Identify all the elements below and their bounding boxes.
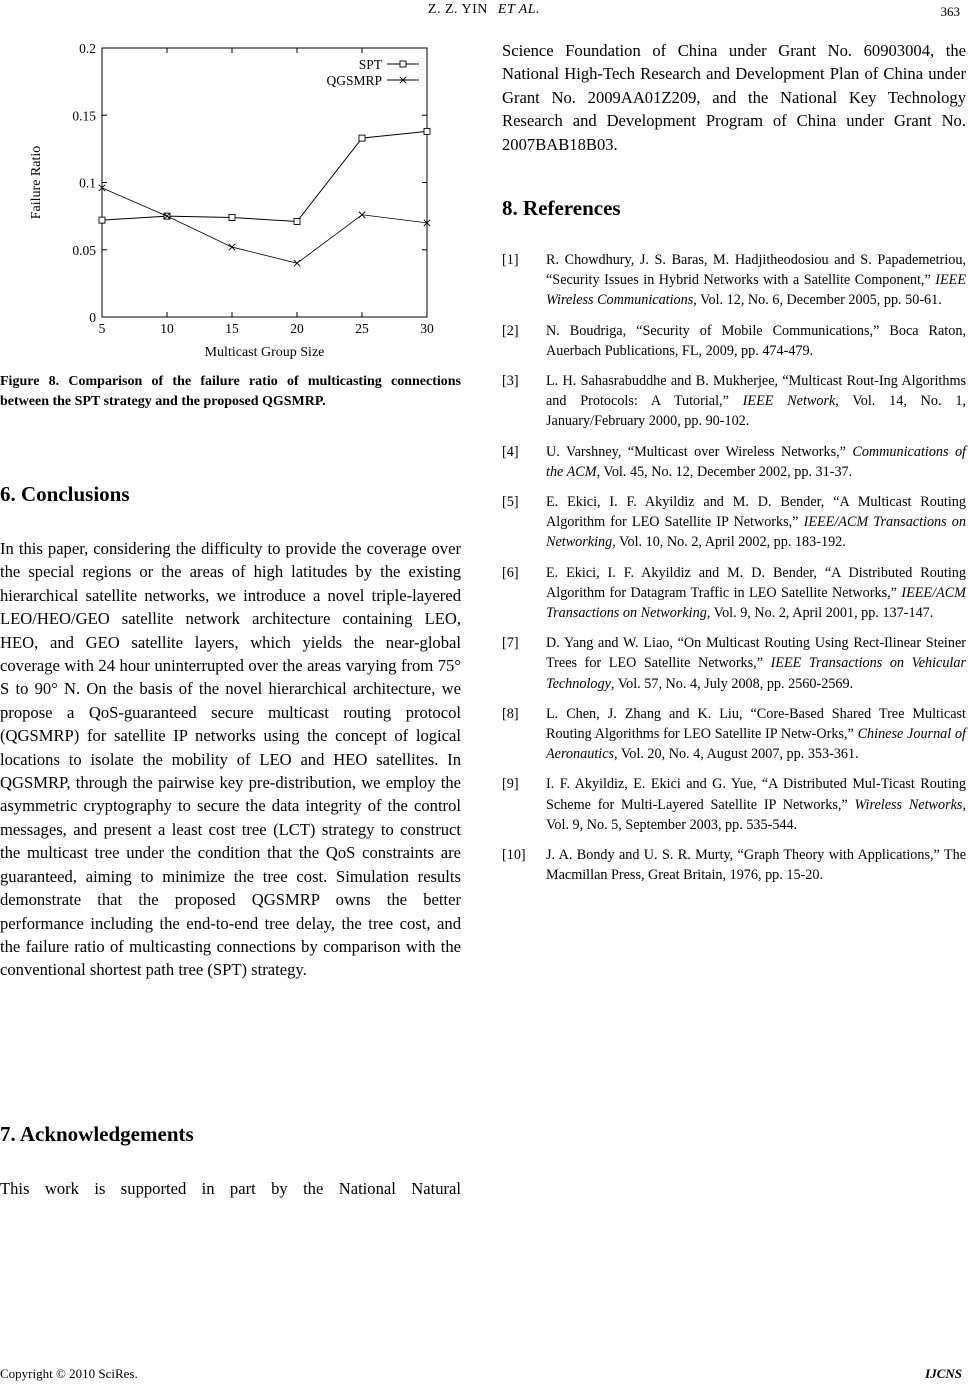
figure-caption: Figure 8. Comparison of the failure ratio of multicasting connections between the SPT strategy and the proposed QGSMRP. (0, 374, 461, 409)
series-line-spt (102, 131, 427, 221)
data-point-spt (294, 219, 300, 225)
y-tick-label: 0.05 (72, 242, 96, 258)
data-point-qgsmrp (294, 260, 300, 266)
reference-number: [10] (502, 847, 526, 864)
data-point-spt (229, 214, 235, 220)
data-point-qgsmrp (229, 244, 235, 250)
legend-label-spt: SPT (358, 57, 382, 72)
reference-item (502, 774, 966, 835)
x-tick-label: 15 (225, 321, 239, 336)
reference-number: [2] (502, 322, 519, 339)
acknowledgements-body-right: Science Foundation of China under Grant No. 60903004, the National High-Tech Research and Development Plan of China under Grant No. 2009AA01Z209, and the National Key Technology Research and Development Program of China under Grant No. 2007BAB18B03. (502, 41, 966, 154)
reference-venue: IEEE/ACM Transactions on Networking (546, 584, 966, 622)
x-tick-label: 25 (355, 321, 369, 336)
x-axis-label: Multicast Group Size (204, 345, 325, 360)
reference-list (502, 250, 966, 885)
chart-svg (20, 34, 440, 364)
reference-number: [8] (502, 705, 519, 722)
series-line-qgsmrp (102, 188, 427, 263)
reference-text: E. Ekici, I. F. Akyildiz and M. D. Bender, “A Distributed Routing Algorithm for Datagram Traffic in LEO Satellite Networks,” (546, 564, 966, 601)
data-point-spt (359, 135, 365, 141)
page-header (0, 2, 968, 24)
x-tick-label: 5 (98, 321, 106, 336)
conclusions-body: In this paper, considering the difficulty to provide the coverage over the special regions or the areas of high latitudes by the existing hierarchical satellite networks, we introduce a novel triple-layered LEO/HEO/GEO satellite network architecture containing LEO, HEO, and GEO satellite layers, which yields the near-global coverage with 24 hour uninterrupted over the areas varying from 75° S to 90° N. On the basis of the novel hierarchical architecture, we propose a QoS-guaranteed secure multicast routing protocol (QGSMRP) for satellite IP networks using the concept of logical locations to isolate the mobility of LEO and HEO satellites. In QGSMRP, through the pairwise key pre-distribution, we employ the asymmetric cryptography to secure the data integrity of the control messages, and present a least cost tree (LCT) strategy to construct the multicast tree under the condition that the QoS constraints are guaranteed, aiming to minimize the tree cost. Simulation results demonstrate that the proposed QGSMRP owns the better performance including the end-to-end tree delay, the tree cost, and the failure ratio of multicasting connections by comparison with the conventional shortest path tree (SPT) strategy. (0, 539, 461, 980)
running-author: Z. Z. YIN (427, 2, 488, 17)
reference-text: L. Chen, J. Zhang and K. Liu, “Core-Based Shared Tree Multicast Routing Algorithms for LEO Satellite IP Netw-Orks,” (546, 705, 966, 743)
acknowledgements-body-left: This work is supported in part by the National Natural (0, 1179, 461, 1198)
reference-item (502, 442, 966, 482)
reference-venue: Communications of the ACM (546, 443, 966, 480)
reference-details: , Vol. 14, No. 1, January/February 2000, pp. 90-102. (546, 393, 966, 430)
x-tick-label: 20 (290, 321, 304, 336)
running-title (0, 2, 968, 18)
reference-item (502, 371, 966, 432)
reference-item (502, 633, 966, 694)
reference-item (502, 704, 966, 765)
reference-details: , Vol. 9, No. 2, April 2001, pp. 137-147. (706, 605, 934, 622)
page-number: 363 (940, 4, 960, 19)
reference-venue: Chinese Journal of Aeronautics (546, 726, 967, 763)
plot-frame (102, 48, 427, 317)
reference-number: [1] (502, 252, 519, 268)
reference-venue: IEEE/ACM Transactions on Networking (546, 514, 966, 551)
reference-number: [7] (502, 635, 519, 652)
y-tick-label: 0.2 (79, 41, 96, 56)
reference-item (502, 492, 966, 553)
reference-venue: IEEE Network (742, 393, 836, 410)
x-tick-label: 10 (160, 321, 174, 336)
reference-item (502, 321, 966, 361)
y-tick-label: 0.1 (79, 175, 96, 191)
journal-name: IJCNS (925, 1366, 962, 1381)
y-axis-label: Failure Ratio (29, 145, 44, 220)
reference-text: R. Chowdhury, J. S. Baras, M. Hadjitheodosiou and S. Papademetriou, “Security Issues in Hybrid Networks with a Satellite Component,” (546, 252, 966, 289)
reference-item (502, 563, 966, 624)
running-etal: ET AL. (497, 2, 541, 17)
reference-number: [4] (502, 443, 519, 460)
reference-details: , Vol. 12, No. 6, December 2005, pp. 50-61. (693, 292, 942, 309)
reference-number: [5] (502, 494, 519, 511)
figure-8-chart (20, 34, 440, 369)
reference-venue: Wireless Networks (854, 796, 963, 813)
reference-details: , Vol. 10, No. 2, April 2002, pp. 183-192. (612, 534, 846, 551)
acknowledgements-heading: 7. Acknowledgements (0, 1122, 194, 1146)
data-point-spt (424, 128, 430, 134)
x-tick-label: 30 (420, 321, 434, 336)
data-point-spt (99, 217, 105, 223)
reference-text: L. H. Sahasrabuddhe and B. Mukherjee, “Multicast Rout-Ing Algorithms and Protocols: A Tutorial,” (546, 373, 966, 410)
references-heading: 8. References (502, 196, 621, 220)
reference-text: U. Varshney, “Multicast over Wireless Networks,” (546, 443, 853, 460)
reference-details: , Vol. 45, No. 12, December 2002, pp. 31-37. (596, 463, 853, 480)
reference-details: , Vol. 20, No. 4, August 2007, pp. 353-361. (614, 746, 859, 763)
legend-marker-spt (400, 61, 406, 67)
reference-details: , Vol. 9, No. 5, September 2003, pp. 535-544. (546, 796, 966, 833)
y-tick-label: 0.15 (72, 108, 96, 124)
reference-text: N. Boudriga, “Security of Mobile Communications,” Boca Raton, Auerbach Publications, FL, 2009, pp. 474-479. (546, 322, 966, 359)
copyright: Copyright © 2010 SciRes. (0, 1366, 138, 1381)
reference-text: J. A. Bondy and U. S. R. Murty, “Graph Theory with Applications,” The Macmillan Press, Great Britain, 1976, pp. 15-20. (546, 847, 966, 884)
reference-text: I. F. Akyildiz, E. Ekici and G. Yue, “A Distributed Mul-Ticast Routing Scheme for Multi-Layered Satellite IP Networks,” (546, 776, 966, 813)
reference-number: [6] (502, 564, 519, 581)
conclusions-heading: 6. Conclusions (0, 482, 130, 506)
reference-number: [3] (502, 373, 519, 390)
legend-label-qgsmrp: QGSMRP (326, 73, 382, 88)
reference-text: D. Yang and W. Liao, “On Multicast Routing Using Rect-Ilinear Steiner Trees for LEO Satellite Networks,” (546, 635, 966, 672)
reference-venue: IEEE Wireless Communications (546, 272, 966, 309)
reference-item (502, 845, 966, 885)
y-tick-label: 0 (89, 310, 96, 325)
reference-text: E. Ekici, I. F. Akyildiz and M. D. Bender, “A Multicast Routing Algorithm for LEO Satellite IP Networks,” (546, 494, 966, 531)
reference-details: , Vol. 57, No. 4, July 2008, pp. 2560-2569. (610, 675, 854, 692)
reference-number: [9] (502, 776, 519, 793)
reference-venue: IEEE Transactions on Vehicular Technology (546, 655, 966, 692)
reference-item (502, 250, 966, 311)
